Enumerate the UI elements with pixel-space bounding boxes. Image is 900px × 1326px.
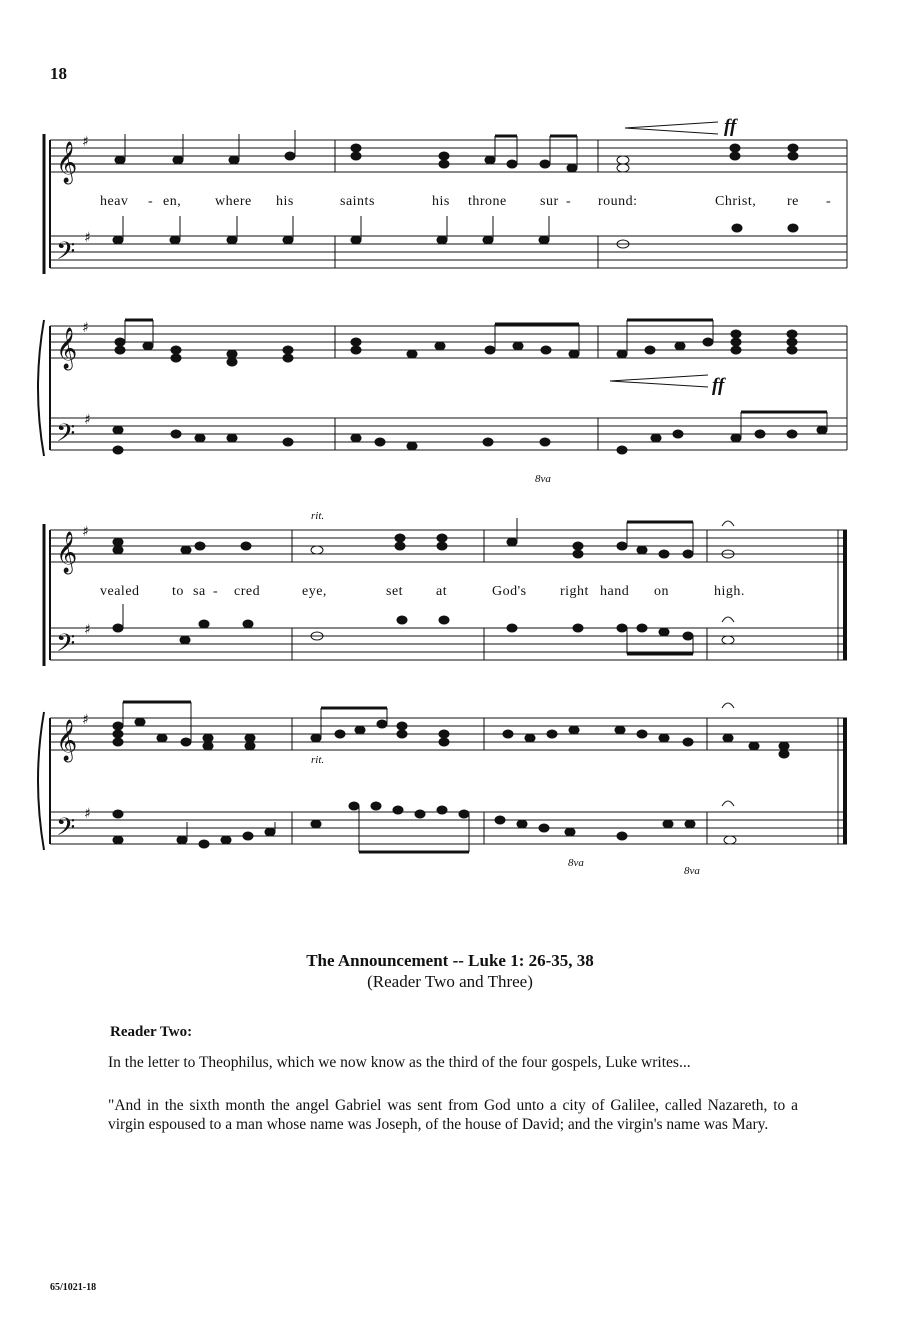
lyric-syllable: set xyxy=(386,584,404,599)
lyric-syllable: at xyxy=(436,584,448,599)
footer-code: 65/1021-18 xyxy=(50,1282,97,1293)
ritardando-voice: rit. xyxy=(311,510,325,522)
dynamic-ff-piano: ff xyxy=(712,375,725,396)
music-system-2 xyxy=(0,510,900,890)
svg-text:𝄢: 𝄢 xyxy=(56,237,76,272)
ottava-mark: 8va xyxy=(568,857,584,869)
lyric-syllable: to xyxy=(172,584,184,599)
lyric-hyphen: - xyxy=(566,194,572,209)
lyric-hyphen: - xyxy=(213,584,219,599)
reading-subtitle: (Reader Two and Three) xyxy=(367,972,533,991)
svg-text:♯: ♯ xyxy=(84,230,91,246)
svg-text:♯: ♯ xyxy=(84,622,91,638)
lyric-syllable: eye, xyxy=(302,584,327,599)
score-system-2-svg xyxy=(0,510,900,890)
ritardando-piano: rit. xyxy=(311,754,325,766)
lyric-syllable: Christ, xyxy=(715,194,757,209)
lyric-syllable: his xyxy=(276,194,294,209)
lyric-hyphen: - xyxy=(148,194,154,209)
score-system-1-svg xyxy=(0,120,900,500)
svg-text:♯: ♯ xyxy=(84,412,91,428)
lyric-syllable: vealed xyxy=(100,584,140,599)
lyric-syllable: right xyxy=(560,584,589,599)
svg-text:𝄢: 𝄢 xyxy=(56,419,76,454)
reading-title: The Announcement -- Luke 1: 26-35, 38 xyxy=(306,951,594,970)
lyric-syllable: his xyxy=(432,194,450,209)
reading-paragraph-1: In the letter to Theophilus, which we now know as the third of the four gospels, Luke writes... xyxy=(108,1054,691,1071)
ottava-mark: 8va xyxy=(684,865,700,877)
reading-paragraph-2: "And in the sixth month the angel Gabriel was sent from God unto a city of Galilee, called Nazareth, to a virgin espoused to a man whose name was Joseph, of the house of David; and the virgin's name was Mary. xyxy=(108,1097,798,1133)
lyric-syllable: round: xyxy=(598,194,638,209)
lyric-syllable: en, xyxy=(163,194,182,209)
lyric-syllable: on xyxy=(654,584,669,599)
svg-text:𝄞: 𝄞 xyxy=(56,328,78,369)
lyric-syllable: re xyxy=(787,194,799,209)
svg-text:𝄢: 𝄢 xyxy=(56,813,76,848)
lyric-syllable: God's xyxy=(492,584,527,599)
lyric-syllable: saints xyxy=(340,194,375,209)
lyric-syllable: heav xyxy=(100,194,129,209)
svg-text:♯: ♯ xyxy=(84,806,91,822)
svg-text:𝄞: 𝄞 xyxy=(56,532,78,573)
svg-text:♯: ♯ xyxy=(82,320,89,336)
svg-text:𝄞: 𝄞 xyxy=(56,720,78,761)
lyric-syllable: sa xyxy=(193,584,206,599)
lyric-syllable: sur xyxy=(540,194,559,209)
svg-text:♯: ♯ xyxy=(82,712,89,728)
lyric-syllable: throne xyxy=(468,194,507,209)
music-system-1 xyxy=(0,116,900,500)
svg-text:𝄞: 𝄞 xyxy=(56,142,78,183)
page-number: 18 xyxy=(50,64,67,83)
lyric-syllable: high. xyxy=(714,584,745,599)
reader-label: Reader Two: xyxy=(110,1024,193,1040)
svg-text:♯: ♯ xyxy=(82,524,89,540)
lyric-syllable: hand xyxy=(600,584,630,599)
lyric-hyphen: - xyxy=(826,194,832,209)
svg-text:𝄢: 𝄢 xyxy=(56,629,76,664)
dynamic-ff-voice: ff xyxy=(724,116,737,137)
ottava-mark: 8va xyxy=(535,473,551,485)
lyric-syllable: cred xyxy=(234,584,261,599)
lyric-syllable: where xyxy=(215,194,252,209)
svg-text:♯: ♯ xyxy=(82,134,89,150)
